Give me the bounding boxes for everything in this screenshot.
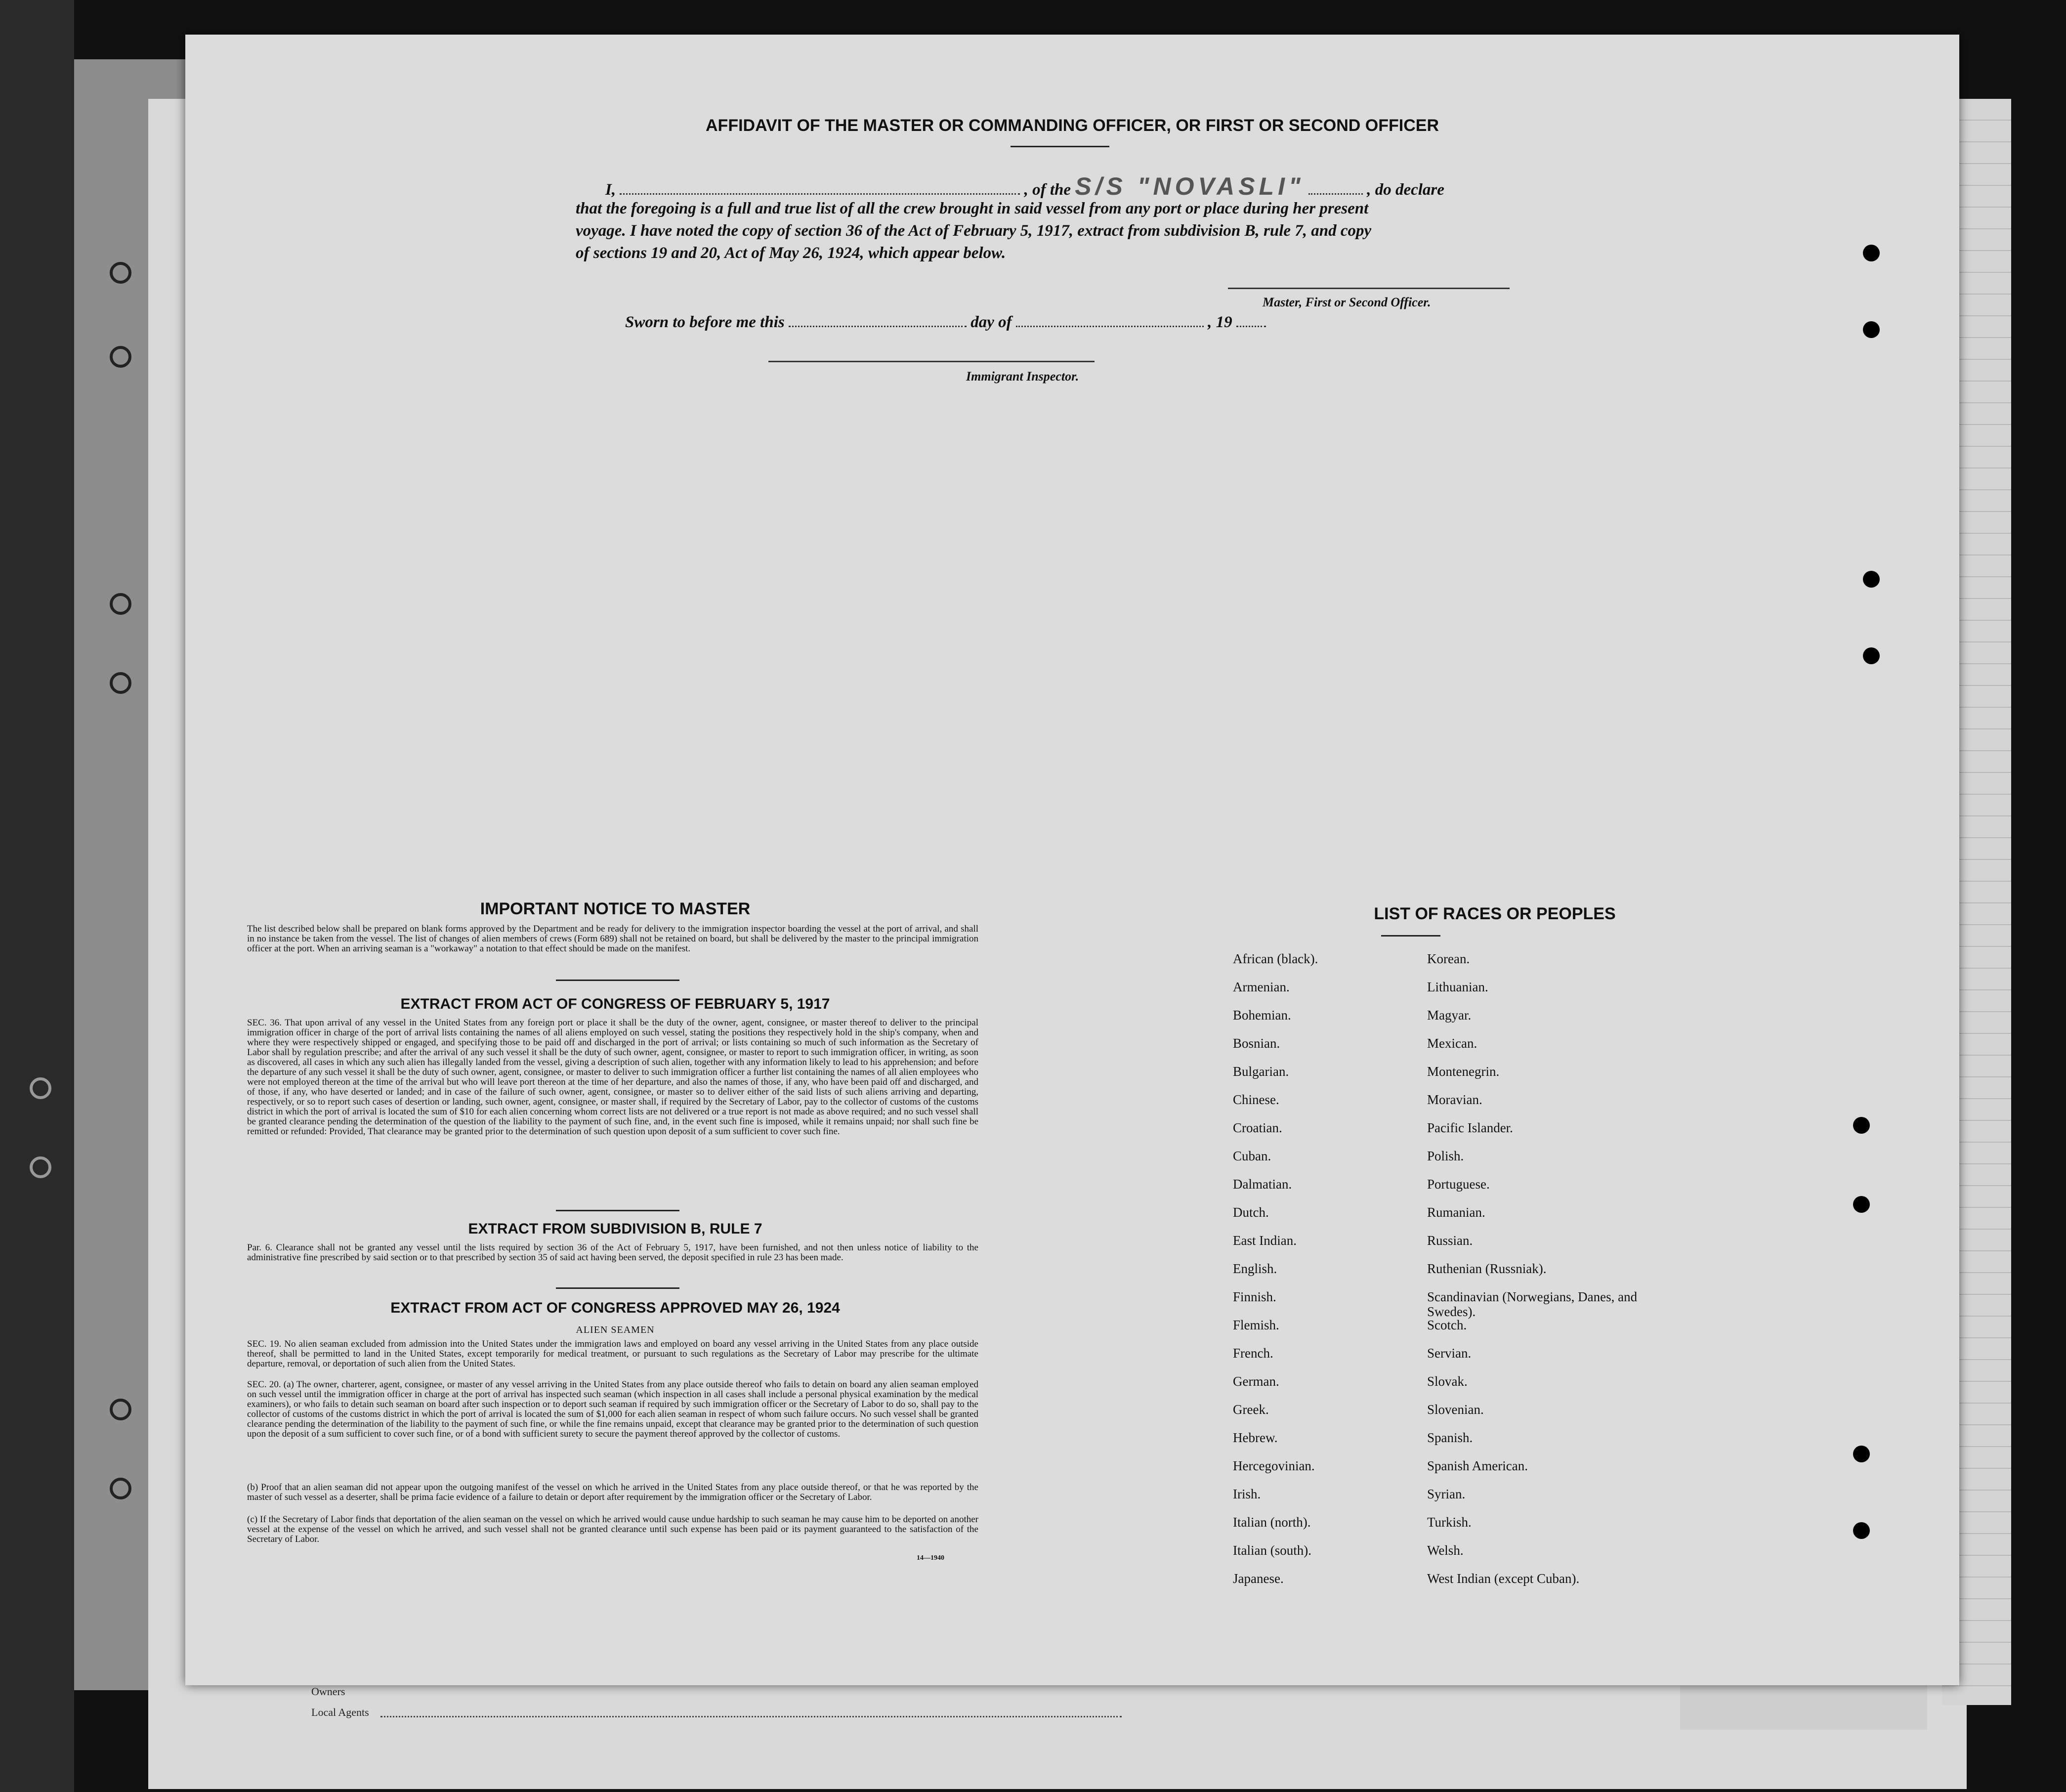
binder-hole bbox=[30, 1156, 51, 1178]
race-item: Scotch. bbox=[1427, 1318, 1467, 1332]
race-item: Montenegrin. bbox=[1427, 1064, 1500, 1079]
vessel-blank[interactable] bbox=[1308, 193, 1363, 195]
race-item: Chinese. bbox=[1233, 1092, 1279, 1107]
race-item: Hercegovinian. bbox=[1233, 1458, 1315, 1473]
race-item: Japanese. bbox=[1233, 1571, 1284, 1586]
races-title: LIST OF RACES OR PEOPLES bbox=[1374, 904, 1616, 923]
rule7-body: Par. 6. Clearance shall not be granted any vessel until the lists required by section 36 of the Act of February 5, 1917, have been furnished, and not then unless notice of liability to the administrative fine prescribed by said section or to that prescribed by section 35 of said act having been served, the deposit specified in rule 23 has been made. bbox=[247, 1242, 978, 1263]
master-signature-line[interactable] bbox=[1228, 288, 1510, 289]
divider bbox=[556, 1210, 679, 1211]
alien-seamen-subtitle: ALIEN SEAMEN bbox=[576, 1324, 655, 1335]
race-item: Magyar. bbox=[1427, 1008, 1472, 1023]
inspector-signature-line[interactable] bbox=[768, 361, 1095, 362]
races-title-underline bbox=[1381, 935, 1440, 937]
extract-1924-title: EXTRACT FROM ACT OF CONGRESS APPROVED MAY 26, 1924 bbox=[390, 1300, 840, 1316]
punch-hole bbox=[1853, 1522, 1870, 1539]
race-item: Welsh. bbox=[1427, 1543, 1464, 1558]
sworn-day-blank[interactable] bbox=[789, 326, 967, 327]
extract-1924-sec19: SEC. 19. No alien seaman excluded from admission into the United States under the immigration laws and employed on board any vessel arriving in the United States from any place outside thereof, shall be permitted to land in the United States, except temporarily for medical treatment, or pursuant to such regulations as the Secretary of Labor may prescribe for the ultimate departure, removal, or deportation of such alien from the United States. bbox=[247, 1339, 978, 1369]
extract-1924-sec20a: SEC. 20. (a) The owner, charterer, agent, consignee, or master of any vessel arriving in the United States from any place outside thereof who fails to detain on board any alien seaman employed on such vessel until the immigration officer in charge at the port of arrival has inspected such seaman (which inspection in all cases shall include a personal physical examination by the medical examiners), or who fails to detain such seaman on board after such inspection or to deport such seaman if required by such immigration officer or the Secretary of Labor to do so, shall pay to the collector of customs of the customs district in which the port of arrival is located the sum of $1,000 for each alien seaman in respect of whom such failure occurs. No such vessel shall be granted clearance pending the determination of the liability to the payment of such fine, or while the fine remains unpaid, except that clearance may be granted prior to the determination of such question upon the deposit of a sum sufficient to cover such fine, or of a bond with sufficient surety to secure the payment thereof approved by the collector of customs. bbox=[247, 1379, 978, 1439]
do-declare-label: , do declare bbox=[1367, 181, 1444, 199]
race-item: Bulgarian. bbox=[1233, 1064, 1289, 1079]
year-prefix-label: , 19 bbox=[1208, 313, 1232, 331]
race-item: Korean. bbox=[1427, 951, 1470, 966]
race-item: West Indian (except Cuban). bbox=[1427, 1571, 1580, 1586]
notice-body: The list described below shall be prepared on blank forms approved by the Department and be ready for delivery to the immigration inspector boarding the vessel at the port of arrival, and shall in no instance be taken from the vessel. The list of changes of alien members of crews (Form 689) shall not be retained on board, but shall be delivered by the master to the principal immigration officer at the port. When an arriving seaman is a "workaway" a notation to that effect should be made on the manifest. bbox=[247, 924, 978, 954]
race-item: Croatian. bbox=[1233, 1120, 1282, 1135]
affidavit-page bbox=[185, 35, 1959, 1685]
race-item: Russian. bbox=[1427, 1233, 1473, 1248]
race-item: Dalmatian. bbox=[1233, 1177, 1292, 1192]
race-item: African (black). bbox=[1233, 951, 1318, 966]
race-item: French. bbox=[1233, 1346, 1273, 1361]
punch-hole bbox=[1863, 321, 1880, 338]
binder-hole bbox=[110, 1399, 131, 1420]
race-item: Greek. bbox=[1233, 1402, 1269, 1417]
extract-1924-sec20c: (c) If the Secretary of Labor finds that deportation of the alien seaman on the vessel on which he arrived would cause undue hardship to such seaman he may cause him to be deported on another vessel at the expense of the vessel on which he arrived, and such vessel shall not be granted clearance until such expense has been paid or its payment guaranteed to the satisfaction of the Secretary of Labor. bbox=[247, 1514, 978, 1544]
race-item: Cuban. bbox=[1233, 1149, 1271, 1163]
owners-label: Owners bbox=[311, 1685, 345, 1698]
race-item: Finnish. bbox=[1233, 1289, 1276, 1304]
race-item: Polish. bbox=[1427, 1149, 1464, 1163]
race-item: Syrian. bbox=[1427, 1487, 1466, 1501]
punch-hole bbox=[1863, 647, 1880, 664]
race-item: Flemish. bbox=[1233, 1318, 1279, 1332]
race-item: Italian (south). bbox=[1233, 1543, 1311, 1558]
race-item: Portuguese. bbox=[1427, 1177, 1490, 1192]
title-underline bbox=[1011, 146, 1109, 147]
local-agents-line bbox=[380, 1716, 1122, 1717]
punch-hole bbox=[1853, 1446, 1870, 1462]
race-item: Ruthenian (Russniak). bbox=[1427, 1261, 1547, 1276]
punch-hole bbox=[1853, 1117, 1870, 1134]
of-the-label: , of the bbox=[1024, 181, 1071, 199]
local-agents-label: Local Agents bbox=[311, 1706, 369, 1718]
race-item: Slovenian. bbox=[1427, 1402, 1484, 1417]
race-item: Pacific Islander. bbox=[1427, 1120, 1513, 1135]
vessel-name-stamp: S/S "NOVASLI" bbox=[1075, 172, 1305, 200]
race-item: Spanish American. bbox=[1427, 1458, 1528, 1473]
extract-1924-sec20b: (b) Proof that an alien seaman did not appear upon the outgoing manifest of the vessel on which he arrived in the United States from any place outside thereof, or that he was reported by the master of such vessel as a deserter, shall be prima facie evidence of a failure to detain or deport after requirement by the immigration officer or the Secretary of Labor. bbox=[247, 1482, 978, 1502]
race-item: Mexican. bbox=[1427, 1036, 1477, 1051]
sworn-year-blank[interactable] bbox=[1236, 326, 1266, 327]
race-item: Spanish. bbox=[1427, 1430, 1473, 1445]
sworn-line bbox=[625, 311, 1515, 333]
race-item: Italian (north). bbox=[1233, 1515, 1311, 1530]
binder-hole bbox=[110, 1478, 131, 1499]
race-item: Lithuanian. bbox=[1427, 980, 1488, 994]
binder-hole bbox=[110, 593, 131, 615]
race-item: Bosnian. bbox=[1233, 1036, 1280, 1051]
form-number: 14—1940 bbox=[917, 1554, 944, 1562]
binder-hole bbox=[30, 1077, 51, 1099]
master-signature-label: Master, First or Second Officer. bbox=[1263, 295, 1431, 309]
race-item: Slovak. bbox=[1427, 1374, 1468, 1389]
punch-hole bbox=[1863, 571, 1880, 588]
races-left-column bbox=[1233, 951, 1421, 1599]
affidavit-i: I, bbox=[605, 181, 616, 199]
race-item: Moravian. bbox=[1427, 1092, 1482, 1107]
rule7-title: EXTRACT FROM SUBDIVISION B, RULE 7 bbox=[468, 1221, 762, 1237]
races-right-column bbox=[1427, 951, 1649, 1599]
punch-hole bbox=[1863, 245, 1880, 261]
binder-hole bbox=[110, 672, 131, 694]
sworn-text: Sworn to before me this bbox=[625, 313, 785, 331]
affidavit-line1 bbox=[605, 172, 1722, 201]
affidavit-line4: of sections 19 and 20, Act of May 26, 1924, which appear below. bbox=[576, 244, 1006, 262]
sworn-month-blank[interactable] bbox=[1016, 326, 1204, 327]
race-item: Hebrew. bbox=[1233, 1430, 1278, 1445]
race-item: Irish. bbox=[1233, 1487, 1261, 1501]
extract-1917-body: SEC. 36. That upon arrival of any vessel in the United States from any foreign port or place it shall be the duty of the owner, agent, consignee, or master thereof to deliver to the principal immigration officer in charge of the port of arrival lists containing the names of all aliens employed on such vessel, stating the positions they respectively hold in the ship's company, when and where they were respectively shipped or engaged, and specifying those to be paid off and discharged in the port of arrival; or lists containing so much of such information as the Secretary of Labor shall by regulation prescribe; and after the arrival of any such vessel it shall be the duty of such owner, agent, consignee, or master to report to such immigration officer, in writing, as soon as discovered, all cases in which any such alien has illegally landed from the vessel, giving a description of such alien, together with any information likely to lead to his apprehension; and before the departure of any such vessel it shall be the duty of such owner, agent, consignee, or master to deliver to such immigration officer a further list containing the names of all alien employees who were not employed thereon at the time of the arrival but who will leave port thereon at the time of her departure, and also the names of those, if any, who have been paid off and discharged, and of those, if any, who have deserted or landed; and in case of the failure of such owner, agent, consignee, or master so to deliver either of the said lists of such aliens arriving and departing, respectively, or so to report such cases of desertion or landing, such owner, agent, consignee, or master shall, if required by the Secretary of Labor, pay to the collector of customs of the customs district in which the port of arrival is located the sum of $10 for each alien concerning whom correct lists are not delivered or a true report is not made as above required; and no such vessel shall be granted clearance pending the determination of the question of the liability to the payment of such fine, and, in the event such fine is imposed, while it remains unpaid; nor shall such fine be remitted or refunded: Provided, That clearance may be granted prior to the determination of such question upon deposit of a sum sufficient to cover such fine. bbox=[247, 1018, 978, 1137]
race-item: East Indian. bbox=[1233, 1233, 1297, 1248]
extract-1917-title: EXTRACT FROM ACT OF CONGRESS OF FEBRUARY 5, 1917 bbox=[400, 996, 830, 1012]
officer-name-blank[interactable] bbox=[620, 193, 1020, 195]
binder-edge bbox=[0, 0, 74, 1792]
inspector-label: Immigrant Inspector. bbox=[966, 369, 1079, 384]
affidavit-line3: voyage. I have noted the copy of section 36 of the Act of February 5, 1917, extract from subdivision B, rule 7, and copy bbox=[576, 222, 1372, 240]
race-item: Rumanian. bbox=[1427, 1205, 1485, 1220]
race-item: Armenian. bbox=[1233, 980, 1290, 994]
binder-hole bbox=[110, 346, 131, 368]
race-item: Bohemian. bbox=[1233, 1008, 1291, 1023]
race-item: English. bbox=[1233, 1261, 1277, 1276]
affidavit-title: AFFIDAVIT OF THE MASTER OR COMMANDING OFFICER, OR FIRST OR SECOND OFFICER bbox=[706, 116, 1439, 135]
race-item: Servian. bbox=[1427, 1346, 1472, 1361]
divider bbox=[556, 1287, 679, 1289]
punch-hole bbox=[1853, 1196, 1870, 1213]
race-item: German. bbox=[1233, 1374, 1279, 1389]
divider bbox=[556, 980, 679, 981]
day-of-label: day of bbox=[970, 313, 1012, 331]
race-item: Dutch. bbox=[1233, 1205, 1269, 1220]
race-item: Turkish. bbox=[1427, 1515, 1472, 1530]
race-item: Scandinavian (Norwegians, Danes, and Swedes). bbox=[1427, 1289, 1638, 1319]
binder-hole bbox=[110, 262, 131, 284]
notice-title: IMPORTANT NOTICE TO MASTER bbox=[480, 899, 751, 918]
affidavit-line2: that the foregoing is a full and true list of all the crew brought in said vessel from any port or place during her present bbox=[576, 200, 1369, 217]
